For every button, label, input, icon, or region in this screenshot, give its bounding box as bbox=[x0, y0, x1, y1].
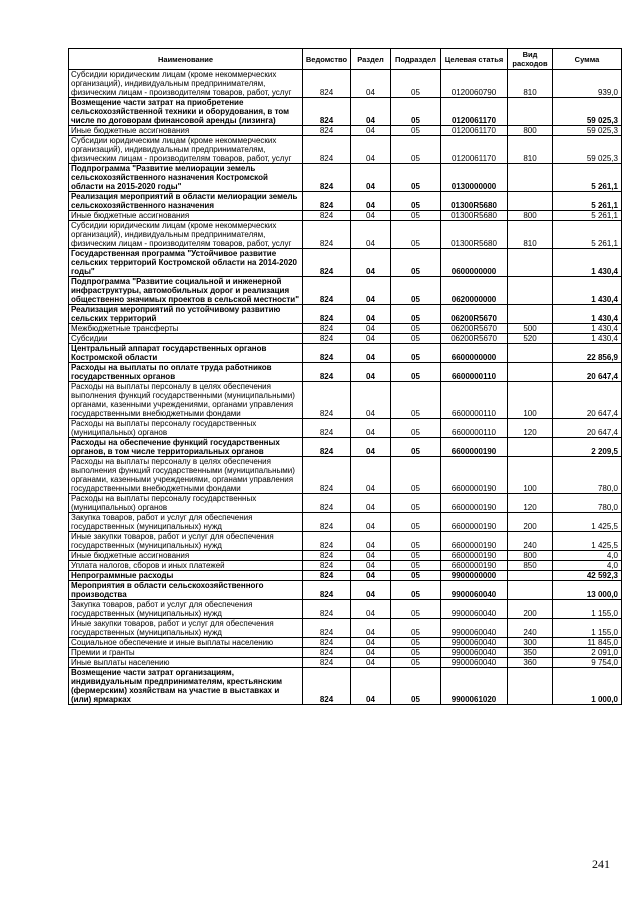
cell-razdel: 04 bbox=[351, 98, 391, 126]
cell-name: Подпрограмма "Развитие социальной и инженерной инфраструктуры, автомобильных дорог и реализация общественно значимых проектов в сельской местности" bbox=[69, 277, 303, 305]
cell-name: Реализация мероприятий в области мелиорации земель сельскохозяйственного назначения bbox=[69, 192, 303, 211]
cell-summa: 1 430,4 bbox=[553, 305, 622, 324]
cell-podrazdel: 05 bbox=[391, 419, 441, 438]
table-row bbox=[69, 648, 622, 658]
cell-name: Социальное обеспечение и иные выплаты населению bbox=[69, 638, 303, 648]
cell-razdel: 04 bbox=[351, 324, 391, 334]
cell-razdel: 04 bbox=[351, 581, 391, 600]
cell-vid: 850 bbox=[508, 561, 553, 571]
cell-summa: 5 261,1 bbox=[553, 164, 622, 192]
cell-vid: 300 bbox=[508, 638, 553, 648]
cell-summa: 59 025,3 bbox=[553, 136, 622, 164]
cell-ved: 824 bbox=[303, 305, 351, 324]
cell-vid: 100 bbox=[508, 457, 553, 494]
cell-summa: 1 430,4 bbox=[553, 324, 622, 334]
cell-cel: 0120061170 bbox=[441, 98, 508, 126]
cell-razdel: 04 bbox=[351, 561, 391, 571]
cell-name: Возмещение части затрат на приобретение сельскохозяйственной техники и оборудования, в том числе по договорам финансовой аренды (лизинга) bbox=[69, 98, 303, 126]
table-row bbox=[69, 513, 622, 532]
cell-name: Возмещение части затрат организациям, индивидуальным предпринимателям, крестьянским (фермерским) хозяйствам на участие в выставках и (или) ярмарках bbox=[69, 668, 303, 705]
cell-razdel: 04 bbox=[351, 571, 391, 581]
cell-cel: 01300R5680 bbox=[441, 211, 508, 221]
table-row bbox=[69, 164, 622, 192]
cell-name: Расходы на выплаты персоналу в целях обеспечения выполнения функций государственными (муниципальными) органами, казенными учреждениями, органами управления государственными внебюджетными фондами bbox=[69, 382, 303, 419]
table-row bbox=[69, 136, 622, 164]
cell-podrazdel: 05 bbox=[391, 638, 441, 648]
cell-vid bbox=[508, 277, 553, 305]
cell-vid: 500 bbox=[508, 324, 553, 334]
cell-razdel: 04 bbox=[351, 638, 391, 648]
cell-podrazdel: 05 bbox=[391, 344, 441, 363]
cell-summa: 5 261,1 bbox=[553, 211, 622, 221]
cell-vid: 200 bbox=[508, 513, 553, 532]
cell-name: Иные бюджетные ассигнования bbox=[69, 551, 303, 561]
cell-name: Субсидии bbox=[69, 334, 303, 344]
cell-name: Закупка товаров, работ и услуг для обеспечения государственных (муниципальных) нужд bbox=[69, 600, 303, 619]
cell-ved: 824 bbox=[303, 648, 351, 658]
cell-ved: 824 bbox=[303, 363, 351, 382]
cell-razdel: 04 bbox=[351, 211, 391, 221]
cell-cel: 0120061170 bbox=[441, 136, 508, 164]
table-row bbox=[69, 638, 622, 648]
table-row bbox=[69, 668, 622, 705]
cell-cel: 0130000000 bbox=[441, 164, 508, 192]
cell-summa: 2 209,5 bbox=[553, 438, 622, 457]
cell-cel: 06200R5670 bbox=[441, 334, 508, 344]
table-row bbox=[69, 658, 622, 668]
cell-podrazdel: 05 bbox=[391, 658, 441, 668]
cell-razdel: 04 bbox=[351, 136, 391, 164]
cell-razdel: 04 bbox=[351, 648, 391, 658]
cell-summa: 20 647,4 bbox=[553, 382, 622, 419]
cell-vid bbox=[508, 344, 553, 363]
cell-name: Расходы на выплаты персоналу государственных (муниципальных) органов bbox=[69, 494, 303, 513]
cell-cel: 6600000110 bbox=[441, 363, 508, 382]
cell-vid bbox=[508, 571, 553, 581]
cell-cel: 6600000110 bbox=[441, 419, 508, 438]
cell-cel: 01300R5680 bbox=[441, 221, 508, 249]
cell-ved: 824 bbox=[303, 438, 351, 457]
cell-ved: 824 bbox=[303, 668, 351, 705]
cell-cel: 0620000000 bbox=[441, 277, 508, 305]
cell-ved: 824 bbox=[303, 277, 351, 305]
cell-razdel: 04 bbox=[351, 419, 391, 438]
cell-ved: 824 bbox=[303, 581, 351, 600]
cell-cel: 9900060040 bbox=[441, 600, 508, 619]
cell-ved: 824 bbox=[303, 561, 351, 571]
cell-name: Субсидии юридическим лицам (кроме некоммерческих организаций), индивидуальным предпринимателям, физическим лицам - производителям товаров, работ, услуг bbox=[69, 136, 303, 164]
cell-razdel: 04 bbox=[351, 457, 391, 494]
cell-podrazdel: 05 bbox=[391, 221, 441, 249]
cell-razdel: 04 bbox=[351, 438, 391, 457]
cell-summa: 2 091,0 bbox=[553, 648, 622, 658]
cell-ved: 824 bbox=[303, 70, 351, 98]
table-row bbox=[69, 324, 622, 334]
cell-cel: 0120061170 bbox=[441, 126, 508, 136]
cell-summa: 4,0 bbox=[553, 561, 622, 571]
cell-name: Подпрограмма "Развитие мелиорации земель сельскохозяйственного назначения Костромской области на 2015-2020 годы" bbox=[69, 164, 303, 192]
cell-podrazdel: 05 bbox=[391, 192, 441, 211]
table-row bbox=[69, 334, 622, 344]
table-row bbox=[69, 457, 622, 494]
cell-vid: 200 bbox=[508, 600, 553, 619]
table-row bbox=[69, 211, 622, 221]
cell-vid: 350 bbox=[508, 648, 553, 658]
cell-razdel: 04 bbox=[351, 551, 391, 561]
cell-summa: 1 155,0 bbox=[553, 600, 622, 619]
table-row bbox=[69, 98, 622, 126]
cell-podrazdel: 05 bbox=[391, 571, 441, 581]
cell-razdel: 04 bbox=[351, 363, 391, 382]
cell-vid: 800 bbox=[508, 211, 553, 221]
cell-podrazdel: 05 bbox=[391, 277, 441, 305]
cell-name: Иные бюджетные ассигнования bbox=[69, 211, 303, 221]
table-row bbox=[69, 344, 622, 363]
cell-cel: 9900060040 bbox=[441, 638, 508, 648]
cell-ved: 824 bbox=[303, 126, 351, 136]
cell-ved: 824 bbox=[303, 513, 351, 532]
cell-ved: 824 bbox=[303, 419, 351, 438]
cell-cel: 06200R5670 bbox=[441, 324, 508, 334]
cell-ved: 824 bbox=[303, 532, 351, 551]
cell-vid: 520 bbox=[508, 334, 553, 344]
table-row bbox=[69, 494, 622, 513]
cell-vid bbox=[508, 668, 553, 705]
cell-name: Иные закупки товаров, работ и услуг для обеспечения государственных (муниципальных) нужд bbox=[69, 532, 303, 551]
cell-cel: 9900060040 bbox=[441, 658, 508, 668]
cell-podrazdel: 05 bbox=[391, 70, 441, 98]
cell-summa: 939,0 bbox=[553, 70, 622, 98]
page-number: 241 bbox=[592, 857, 610, 871]
table-row bbox=[69, 438, 622, 457]
table-body bbox=[69, 70, 622, 705]
cell-cel: 9900061020 bbox=[441, 668, 508, 705]
cell-podrazdel: 05 bbox=[391, 648, 441, 658]
table-row bbox=[69, 382, 622, 419]
cell-name: Центральный аппарат государственных органов Костромской области bbox=[69, 344, 303, 363]
cell-razdel: 04 bbox=[351, 619, 391, 638]
cell-razdel: 04 bbox=[351, 513, 391, 532]
cell-vid bbox=[508, 438, 553, 457]
cell-ved: 824 bbox=[303, 619, 351, 638]
cell-razdel: 04 bbox=[351, 532, 391, 551]
cell-cel: 9900060040 bbox=[441, 581, 508, 600]
cell-name: Иные выплаты населению bbox=[69, 658, 303, 668]
cell-ved: 824 bbox=[303, 334, 351, 344]
header-podrazdel: Подраздел bbox=[391, 49, 441, 70]
cell-vid bbox=[508, 249, 553, 277]
cell-vid bbox=[508, 305, 553, 324]
cell-podrazdel: 05 bbox=[391, 551, 441, 561]
cell-summa: 22 856,9 bbox=[553, 344, 622, 363]
cell-podrazdel: 05 bbox=[391, 457, 441, 494]
cell-podrazdel: 05 bbox=[391, 324, 441, 334]
cell-razdel: 04 bbox=[351, 334, 391, 344]
cell-podrazdel: 05 bbox=[391, 668, 441, 705]
cell-summa: 1 425,5 bbox=[553, 532, 622, 551]
cell-cel: 01300R5680 bbox=[441, 192, 508, 211]
cell-summa: 1 155,0 bbox=[553, 619, 622, 638]
cell-ved: 824 bbox=[303, 457, 351, 494]
cell-ved: 824 bbox=[303, 221, 351, 249]
cell-vid: 240 bbox=[508, 619, 553, 638]
table-row bbox=[69, 532, 622, 551]
cell-podrazdel: 05 bbox=[391, 619, 441, 638]
cell-name: Иные закупки товаров, работ и услуг для обеспечения государственных (муниципальных) нужд bbox=[69, 619, 303, 638]
cell-cel: 6600000190 bbox=[441, 438, 508, 457]
cell-summa: 4,0 bbox=[553, 551, 622, 561]
cell-podrazdel: 05 bbox=[391, 126, 441, 136]
cell-ved: 824 bbox=[303, 494, 351, 513]
cell-razdel: 04 bbox=[351, 494, 391, 513]
table-row bbox=[69, 192, 622, 211]
cell-vid: 800 bbox=[508, 551, 553, 561]
table-row bbox=[69, 561, 622, 571]
cell-summa: 59 025,3 bbox=[553, 98, 622, 126]
cell-cel: 6600000190 bbox=[441, 457, 508, 494]
cell-podrazdel: 05 bbox=[391, 249, 441, 277]
cell-ved: 824 bbox=[303, 324, 351, 334]
header-razdel: Раздел bbox=[351, 49, 391, 70]
cell-podrazdel: 05 bbox=[391, 494, 441, 513]
cell-name: Непрограммные расходы bbox=[69, 571, 303, 581]
cell-razdel: 04 bbox=[351, 277, 391, 305]
header-cel: Целевая статья bbox=[441, 49, 508, 70]
cell-name: Расходы на выплаты персоналу государственных (муниципальных) органов bbox=[69, 419, 303, 438]
cell-razdel: 04 bbox=[351, 658, 391, 668]
cell-podrazdel: 05 bbox=[391, 305, 441, 324]
cell-name: Премии и гранты bbox=[69, 648, 303, 658]
cell-name: Уплата налогов, сборов и иных платежей bbox=[69, 561, 303, 571]
cell-cel: 06200R5670 bbox=[441, 305, 508, 324]
cell-podrazdel: 05 bbox=[391, 532, 441, 551]
cell-cel: 6600000190 bbox=[441, 551, 508, 561]
cell-ved: 824 bbox=[303, 600, 351, 619]
cell-razdel: 04 bbox=[351, 249, 391, 277]
cell-summa: 5 261,1 bbox=[553, 221, 622, 249]
cell-cel: 6600000190 bbox=[441, 513, 508, 532]
cell-summa: 1 430,4 bbox=[553, 334, 622, 344]
cell-ved: 824 bbox=[303, 658, 351, 668]
budget-table bbox=[68, 48, 622, 705]
cell-summa: 1 425,5 bbox=[553, 513, 622, 532]
cell-razdel: 04 bbox=[351, 382, 391, 419]
cell-cel: 9900000000 bbox=[441, 571, 508, 581]
cell-name: Реализация мероприятий по устойчивому развитию сельских территорий bbox=[69, 305, 303, 324]
cell-summa: 5 261,1 bbox=[553, 192, 622, 211]
cell-razdel: 04 bbox=[351, 192, 391, 211]
header-summa: Сумма bbox=[553, 49, 622, 70]
cell-name: Закупка товаров, работ и услуг для обеспечения государственных (муниципальных) нужд bbox=[69, 513, 303, 532]
table-row bbox=[69, 305, 622, 324]
cell-summa: 1 430,4 bbox=[553, 277, 622, 305]
cell-vid bbox=[508, 192, 553, 211]
cell-podrazdel: 05 bbox=[391, 600, 441, 619]
cell-cel: 9900060040 bbox=[441, 648, 508, 658]
table-row bbox=[69, 70, 622, 98]
cell-ved: 824 bbox=[303, 382, 351, 419]
cell-vid bbox=[508, 98, 553, 126]
cell-cel: 0120060790 bbox=[441, 70, 508, 98]
cell-ved: 824 bbox=[303, 638, 351, 648]
cell-razdel: 04 bbox=[351, 305, 391, 324]
cell-razdel: 04 bbox=[351, 126, 391, 136]
cell-vid: 120 bbox=[508, 494, 553, 513]
table-row bbox=[69, 571, 622, 581]
cell-razdel: 04 bbox=[351, 70, 391, 98]
header-name: Наименование bbox=[69, 49, 303, 70]
table-row bbox=[69, 600, 622, 619]
cell-summa: 13 000,0 bbox=[553, 581, 622, 600]
cell-cel: 6600000000 bbox=[441, 344, 508, 363]
cell-podrazdel: 05 bbox=[391, 561, 441, 571]
cell-summa: 780,0 bbox=[553, 494, 622, 513]
table-row bbox=[69, 551, 622, 561]
cell-razdel: 04 bbox=[351, 668, 391, 705]
table-row bbox=[69, 619, 622, 638]
cell-vid bbox=[508, 363, 553, 382]
cell-cel: 6600000190 bbox=[441, 532, 508, 551]
cell-cel: 0600000000 bbox=[441, 249, 508, 277]
cell-vid: 120 bbox=[508, 419, 553, 438]
cell-cel: 6600000110 bbox=[441, 382, 508, 419]
cell-ved: 824 bbox=[303, 551, 351, 561]
cell-podrazdel: 05 bbox=[391, 211, 441, 221]
cell-vid: 810 bbox=[508, 221, 553, 249]
cell-podrazdel: 05 bbox=[391, 136, 441, 164]
table-header-row bbox=[69, 49, 622, 70]
cell-summa: 42 592,3 bbox=[553, 571, 622, 581]
cell-ved: 824 bbox=[303, 136, 351, 164]
cell-ved: 824 bbox=[303, 571, 351, 581]
header-ved: Ведомство bbox=[303, 49, 351, 70]
cell-razdel: 04 bbox=[351, 164, 391, 192]
cell-summa: 11 845,0 bbox=[553, 638, 622, 648]
table-row bbox=[69, 363, 622, 382]
cell-summa: 1 430,4 bbox=[553, 249, 622, 277]
cell-ved: 824 bbox=[303, 164, 351, 192]
cell-podrazdel: 05 bbox=[391, 438, 441, 457]
cell-name: Субсидии юридическим лицам (кроме некоммерческих организаций), индивидуальным предпринимателям, физическим лицам - производителям товаров, работ, услуг bbox=[69, 70, 303, 98]
cell-name: Субсидии юридическим лицам (кроме некоммерческих организаций), индивидуальным предпринимателям, физическим лицам - производителям товаров, работ, услуг bbox=[69, 221, 303, 249]
cell-podrazdel: 05 bbox=[391, 98, 441, 126]
cell-name: Межбюджетные трансферты bbox=[69, 324, 303, 334]
cell-cel: 6600000190 bbox=[441, 494, 508, 513]
cell-ved: 824 bbox=[303, 249, 351, 277]
cell-vid: 240 bbox=[508, 532, 553, 551]
cell-podrazdel: 05 bbox=[391, 334, 441, 344]
cell-summa: 9 754,0 bbox=[553, 658, 622, 668]
header-vid: Вид расходов bbox=[508, 49, 553, 70]
cell-podrazdel: 05 bbox=[391, 363, 441, 382]
cell-ved: 824 bbox=[303, 211, 351, 221]
cell-podrazdel: 05 bbox=[391, 164, 441, 192]
cell-ved: 824 bbox=[303, 344, 351, 363]
cell-razdel: 04 bbox=[351, 600, 391, 619]
cell-summa: 59 025,3 bbox=[553, 126, 622, 136]
cell-cel: 6600000190 bbox=[441, 561, 508, 571]
cell-podrazdel: 05 bbox=[391, 382, 441, 419]
cell-podrazdel: 05 bbox=[391, 581, 441, 600]
cell-name: Расходы на выплаты персоналу в целях обеспечения выполнения функций государственными (муниципальными) органами, казенными учреждениями, органами управления государственными внебюджетными фондами bbox=[69, 457, 303, 494]
cell-name: Государственная программа "Устойчивое развитие сельских территорий Костромской области на 2014-2020 годы" bbox=[69, 249, 303, 277]
table-row bbox=[69, 419, 622, 438]
cell-razdel: 04 bbox=[351, 221, 391, 249]
cell-vid: 810 bbox=[508, 136, 553, 164]
cell-name: Мероприятия в области сельскохозяйственного производства bbox=[69, 581, 303, 600]
table-row bbox=[69, 277, 622, 305]
cell-ved: 824 bbox=[303, 192, 351, 211]
table-row bbox=[69, 249, 622, 277]
table-row bbox=[69, 581, 622, 600]
cell-cel: 9900060040 bbox=[441, 619, 508, 638]
cell-vid bbox=[508, 581, 553, 600]
cell-summa: 780,0 bbox=[553, 457, 622, 494]
cell-summa: 1 000,0 bbox=[553, 668, 622, 705]
cell-name: Иные бюджетные ассигнования bbox=[69, 126, 303, 136]
cell-razdel: 04 bbox=[351, 344, 391, 363]
cell-vid: 800 bbox=[508, 126, 553, 136]
cell-name: Расходы на обеспечение функций государственных органов, в том числе территориальных органов bbox=[69, 438, 303, 457]
cell-vid: 360 bbox=[508, 658, 553, 668]
cell-vid bbox=[508, 164, 553, 192]
table-row bbox=[69, 126, 622, 136]
cell-podrazdel: 05 bbox=[391, 513, 441, 532]
cell-vid: 100 bbox=[508, 382, 553, 419]
cell-summa: 20 647,4 bbox=[553, 363, 622, 382]
cell-name: Расходы на выплаты по оплате труда работников государственных органов bbox=[69, 363, 303, 382]
cell-summa: 20 647,4 bbox=[553, 419, 622, 438]
cell-ved: 824 bbox=[303, 98, 351, 126]
table-row bbox=[69, 221, 622, 249]
cell-vid: 810 bbox=[508, 70, 553, 98]
